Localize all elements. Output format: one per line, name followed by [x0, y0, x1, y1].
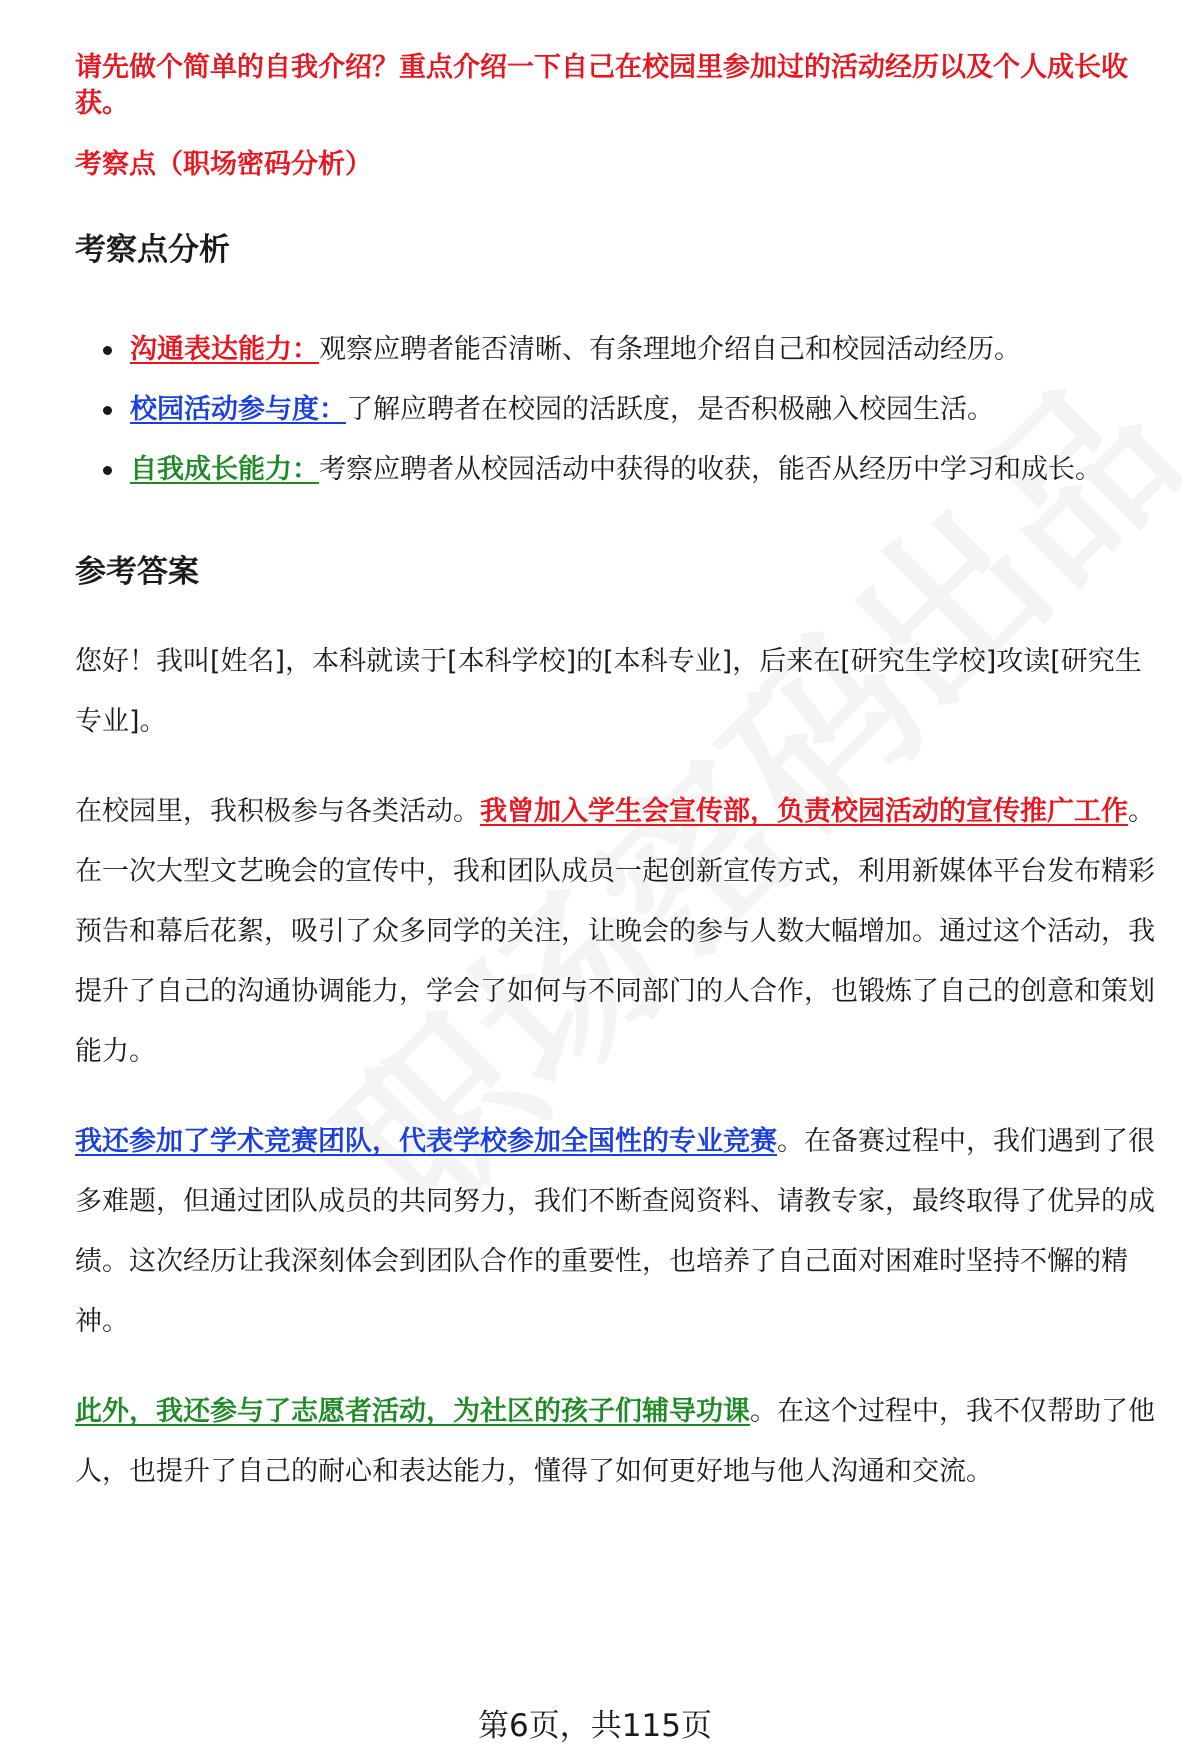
highlight-text: 此外，我还参与了志愿者活动，为社区的孩子们辅导功课 — [75, 1396, 750, 1427]
page-number: 第6页，共115页 — [478, 1708, 712, 1744]
document-body — [75, 50, 1160, 1502]
paragraph-text: 。在备赛过程中，我们遇到了很多难题，但通过团队成员的共同努力，我们不断查阅资料、请教专家，最终取得了优异的成绩。这次经历让我深刻体会到团队合作的重要性，也培养了自己面对困难时坚持不懈的精神。 — [75, 1126, 1155, 1337]
answer-paragraph-competition — [75, 1112, 1160, 1352]
bullet-icon — [103, 406, 112, 415]
paragraph-text: 。在一次大型文艺晚会的宣传中，我和团队成员一起创新宣传方式，利用新媒体平台发布精彩预告和幕后花絮，吸引了众多同学的关注，让晚会的参与人数大幅增加。通过这个活动，我提升了自己的沟通协调能力，学会了如何与不同部门的人合作，也锻炼了自己的创意和策划能力。 — [75, 796, 1155, 1067]
answer-paragraph-student-union — [75, 782, 1160, 1082]
assessment-point-title: 考察点（职场密码分析） — [75, 149, 372, 180]
paragraph-text: 在校园里，我积极参与各类活动。 — [75, 796, 480, 827]
paragraph-text: 。在这个过程中，我不仅帮助了他人，也提升了自己的耐心和表达能力，懂得了如何更好地与他人沟通和交流。 — [75, 1396, 1155, 1487]
question-text: 请先做个简单的自我介绍？重点介绍一下自己在校园里参加过的活动经历以及个人成长收获。 — [75, 52, 1128, 119]
analysis-item-text: 考察应聘者从校园活动中获得的收获，能否从经历中学习和成长。 — [319, 454, 1102, 485]
analysis-item-text: 了解应聘者在校园的活跃度，是否积极融入校园生活。 — [346, 394, 994, 425]
list-item — [75, 440, 1160, 500]
highlight-text: 我曾加入学生会宣传部，负责校园活动的宣传推广工作 — [480, 796, 1128, 827]
bullet-icon — [103, 466, 112, 475]
analysis-list — [75, 320, 1160, 500]
analysis-item-label: 校园活动参与度： — [130, 394, 346, 425]
analysis-item-text: 观察应聘者能否清晰、有条理地介绍自己和校园活动经历。 — [319, 334, 1021, 365]
analysis-item-label: 自我成长能力： — [130, 454, 319, 485]
analysis-heading: 考察点分析 — [75, 232, 230, 268]
highlight-text: 我还参加了学术竞赛团队，代表学校参加全国性的专业竞赛 — [75, 1126, 777, 1157]
bullet-icon — [103, 346, 112, 355]
answer-heading: 参考答案 — [75, 554, 199, 590]
list-item — [75, 380, 1160, 440]
list-item — [75, 320, 1160, 380]
answer-paragraph-intro: 您好！我叫[姓名]，本科就读于[本科学校]的[本科专业]，后来在[研究生学校]攻读[研究生专业]。 — [75, 646, 1142, 737]
analysis-item-label: 沟通表达能力： — [130, 334, 319, 365]
answer-paragraph-volunteer — [75, 1382, 1160, 1502]
